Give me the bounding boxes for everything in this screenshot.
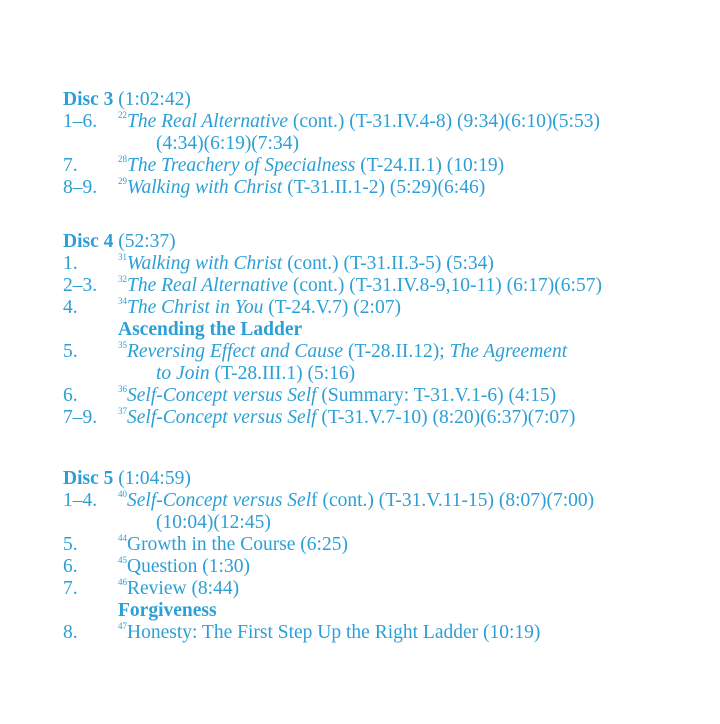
- track-entry-continuation: [63, 133, 713, 155]
- track-number: 1–6.: [63, 111, 98, 132]
- track-title: The Treachery of Specialness: [127, 155, 356, 176]
- disc-duration: (52:37): [118, 231, 176, 252]
- track-title: Self-Concept versus Sel: [127, 490, 312, 511]
- track-entry: [63, 275, 713, 297]
- track-entry: [63, 297, 713, 319]
- disc-4-block: [63, 231, 713, 429]
- section-heading: [63, 600, 713, 622]
- track-number: 8–9.: [63, 177, 98, 198]
- section-heading-text: Forgiveness: [118, 600, 217, 621]
- track-footnote-number: 44: [118, 533, 127, 543]
- track-entry: [63, 556, 713, 578]
- track-title: The Real Alternative: [127, 111, 289, 132]
- track-details: f (cont.) (T-31.V.11-15) (8:07)(7:00): [311, 490, 595, 511]
- track-footnote-number: 22: [118, 110, 127, 120]
- track-details: (cont.) (T-31.IV.4-8) (9:34)(6:10)(5:53): [288, 111, 600, 132]
- track-footnote-number: 46: [118, 577, 127, 587]
- track-number: 1–4.: [63, 490, 98, 511]
- track-number: 4.: [63, 297, 78, 318]
- track-details: (cont.) (T-31.II.3-5) (5:34): [282, 253, 494, 274]
- section-heading: [63, 319, 713, 341]
- track-title: Walking with Christ: [127, 253, 283, 274]
- track-entry: [63, 385, 713, 407]
- track-number: 6.: [63, 556, 78, 577]
- track-entry: [63, 253, 713, 275]
- track-title: Review (8:44): [127, 578, 240, 599]
- track-footnote-number: 40: [118, 489, 127, 499]
- track-number: 6.: [63, 385, 78, 406]
- track-entry: [63, 341, 713, 363]
- track-details-continued: (10:04)(12:45): [156, 512, 271, 533]
- section-heading-text: Ascending the Ladder: [118, 319, 303, 340]
- track-title: Honesty: The First Step Up the Right Ladder (10:19): [127, 622, 541, 643]
- track-footnote-number: 34: [118, 296, 127, 306]
- track-footnote-number: 31: [118, 252, 127, 262]
- disc-duration: (1:04:59): [118, 468, 191, 489]
- track-entry-continuation: [63, 363, 713, 385]
- track-details: (T-31.II.1-2) (5:29)(6:46): [282, 177, 486, 198]
- track-entry: [63, 407, 713, 429]
- track-title-secondary-continued: to Join: [156, 363, 210, 384]
- track-footnote-number: 45: [118, 555, 127, 565]
- track-number: 5.: [63, 341, 78, 362]
- track-footnote-number: 37: [118, 406, 127, 416]
- track-details: (T-28.II.12);: [343, 341, 450, 362]
- track-details: (cont.) (T-31.IV.8-9,10-11) (6:17)(6:57): [288, 275, 602, 296]
- track-entry: [63, 490, 713, 512]
- track-title: Reversing Effect and Cause: [127, 341, 344, 362]
- track-footnote-number: 32: [118, 274, 127, 284]
- track-number: 5.: [63, 534, 78, 555]
- track-footnote-number: 47: [118, 621, 127, 631]
- track-footnote-number: 35: [118, 340, 127, 350]
- disc-label: Disc 3: [63, 89, 114, 110]
- disc-label: Disc 5: [63, 468, 114, 489]
- disc-label: Disc 4: [63, 231, 114, 252]
- track-title: Walking with Christ: [127, 177, 283, 198]
- track-number: 8.: [63, 622, 78, 643]
- track-number: 7.: [63, 578, 78, 599]
- track-title: Growth in the Course (6:25): [127, 534, 348, 555]
- track-entry: [63, 534, 713, 556]
- track-title: Self-Concept versus Self: [127, 385, 317, 406]
- track-entry: [63, 111, 713, 133]
- track-number: 7–9.: [63, 407, 98, 428]
- track-title: Question (1:30): [127, 556, 250, 577]
- track-number: 2–3.: [63, 275, 98, 296]
- disc-duration: (1:02:42): [118, 89, 191, 110]
- track-title: The Real Alternative: [127, 275, 289, 296]
- track-details-continued: (T-28.III.1) (5:16): [209, 363, 356, 384]
- track-details: (Summary: T-31.V.1-6) (4:15): [316, 385, 557, 406]
- track-entry-continuation: [63, 512, 713, 534]
- track-number: 1.: [63, 253, 78, 274]
- track-entry: [63, 177, 713, 199]
- track-footnote-number: 29: [118, 176, 127, 186]
- disc-3-block: [63, 89, 713, 199]
- track-details: (T-24.II.1) (10:19): [355, 155, 505, 176]
- disc-header: [63, 468, 713, 490]
- track-title-secondary: The Agreement: [449, 341, 568, 362]
- disc-5-block: [63, 468, 713, 644]
- track-footnote-number: 36: [118, 384, 127, 394]
- track-entry: [63, 578, 713, 600]
- disc-header: [63, 89, 713, 111]
- track-entry: [63, 622, 713, 644]
- track-footnote-number: 28: [118, 154, 127, 164]
- track-number: 7.: [63, 155, 78, 176]
- disc-header: [63, 231, 713, 253]
- track-details: (T-24.V.7) (2:07): [263, 297, 401, 318]
- track-entry: [63, 155, 713, 177]
- track-details-continued: (4:34)(6:19)(7:34): [156, 133, 299, 154]
- track-details: (T-31.V.7-10) (8:20)(6:37)(7:07): [316, 407, 576, 428]
- track-title: Self-Concept versus Self: [127, 407, 317, 428]
- track-title: The Christ in You: [127, 297, 264, 318]
